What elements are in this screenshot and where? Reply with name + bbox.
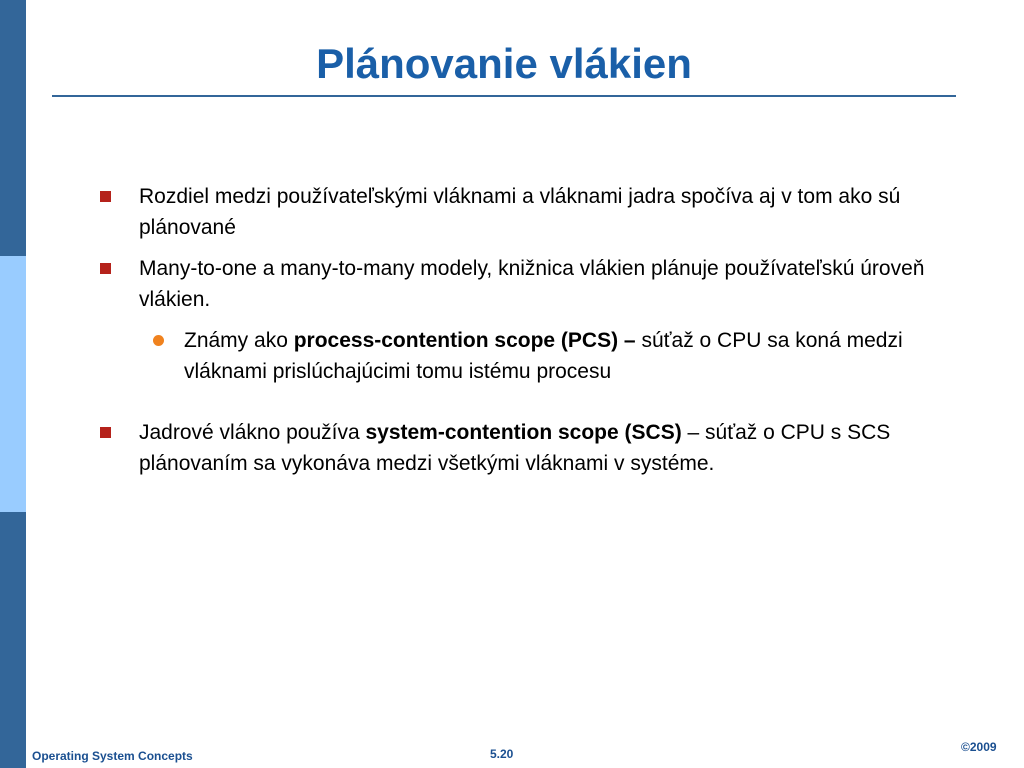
sub-bullet-item — [139, 325, 960, 387]
sub-bullet-text-suffix: súťaž o CPU sa koná medzi vláknami prislúchajúcimi tomu istému procesu — [184, 329, 903, 383]
sub-bullet-text-prefix: Známy ako — [184, 329, 294, 352]
bullet-text: Rozdiel medzi používateľskými vláknami a vláknami jadra spočíva aj v tom ako sú plánované — [139, 185, 901, 239]
sub-bullet-text-bold: process-contention scope (PCS) – — [293, 329, 636, 352]
footer-copyright: ©2009 — [961, 740, 997, 754]
bullet-item — [100, 253, 960, 315]
round-bullet-icon — [153, 335, 164, 346]
slide-title: Plánovanie vlákien — [316, 40, 692, 87]
sidebar-stripe-top — [0, 0, 26, 256]
bullet-text: Many-to-one a many-to-many modely, knižnica vlákien plánuje používateľskú úroveň vlákien. — [139, 257, 925, 311]
footer-book-title: Operating System Concepts — [32, 749, 193, 763]
title-underline — [52, 95, 956, 97]
sidebar-stripe-middle — [0, 256, 26, 512]
bullet-text-bold: system-contention scope (SCS) — [365, 421, 682, 444]
bullet-text-prefix: Jadrové vlákno používa — [139, 421, 366, 444]
bullet-item — [100, 417, 960, 479]
sidebar-stripe-bottom — [0, 512, 26, 768]
slide-content — [100, 181, 960, 489]
footer-slide-number: 5.20 — [490, 747, 514, 761]
bullet-item — [100, 181, 960, 243]
square-bullet-icon — [100, 427, 111, 438]
square-bullet-icon — [100, 191, 111, 202]
square-bullet-icon — [100, 263, 111, 274]
bullet-text-suffix: – súťaž o CPU s SCS plánovaním sa vykonáva medzi všetkými vláknami v systéme. — [139, 421, 891, 475]
